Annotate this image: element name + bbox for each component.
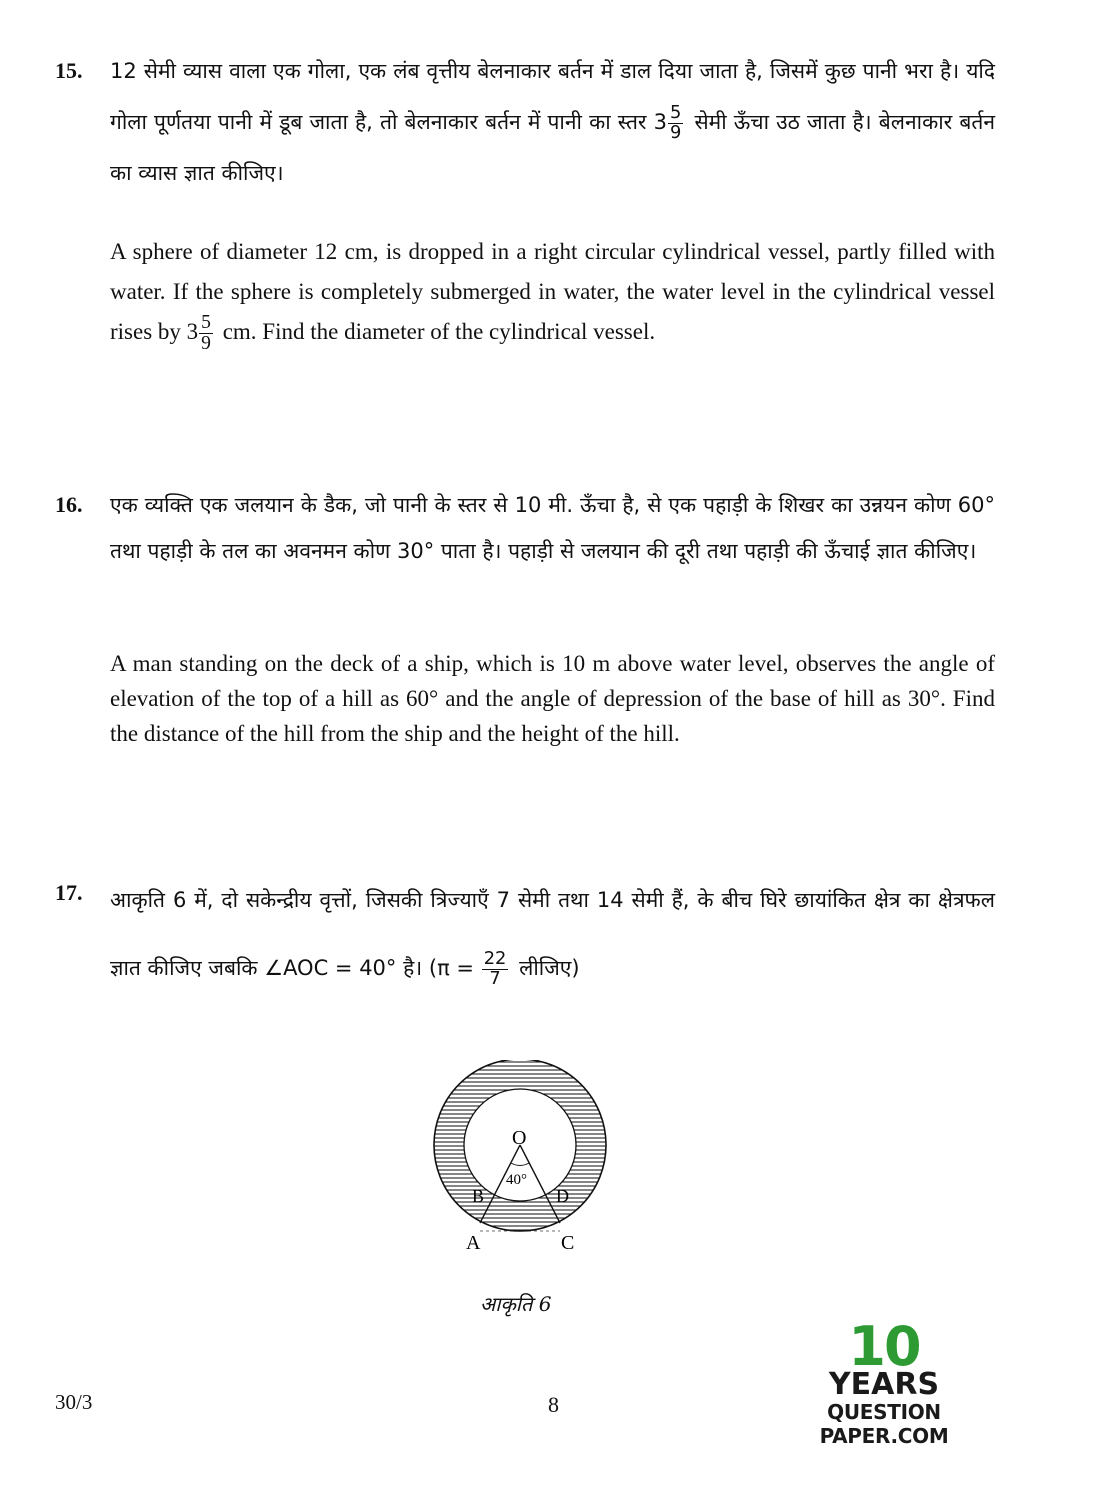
label-angle: 40° (506, 1172, 527, 1188)
question-number: 17. (55, 880, 83, 905)
paper-code: 30/3 (55, 1390, 93, 1414)
question-15-english: A sphere of diameter 12 cm, is dropped in a right circular cylindrical vessel, partly filled with water. If the sphere is completely submerged in water, the water level in the cylindrical vessel rises by 3 $\frac{5}{9}$ cm. Find the diameter of the cylindrical vessel. (110, 239, 995, 355)
label-c: C (561, 1232, 575, 1254)
logo-site: QUESTION PAPER.COM (819, 1400, 949, 1448)
label-b: B (472, 1186, 485, 1206)
figure-concentric-circles (420, 1060, 640, 1260)
question-16-hindi: एक व्यक्ति एक जलयान के डैक, जो पानी के स्तर से 10 मी. ऊँचा है, से एक पहाड़ी के शिखर का उन्नयन कोण 60° तथा पहाड़ी के तल का अवनमन कोण 30° पाता है। पहाड़ी से जलयान की दूरी तथा पहाड़ी की ऊँचाई ज्ञात कीजिए। (110, 493, 996, 563)
logo-number: 10 (848, 1315, 920, 1378)
question-17-hindi: आकृति 6 में, दो सकेन्द्रीय वृत्तों, जिसकी त्रिज्याएँ 7 सेमी तथा 14 सेमी हैं, के बीच घिरे छायांकित क्षेत्र का क्षेत्रफल ज्ञात कीजिए जबकि ∠AOC = 40° है। (π = $\frac{22}{7}$ लीजिए) (110, 888, 995, 989)
question-number: 16. (55, 492, 83, 517)
watermark-logo (764, 1315, 1004, 1448)
label-a: A (466, 1232, 481, 1254)
label-d: D (556, 1186, 569, 1206)
question-number: 15. (55, 58, 83, 83)
pi-fraction: $\frac{22}{7}$ (483, 947, 507, 989)
fraction: $\frac{5}{9}$ (669, 101, 682, 143)
question-15-hindi: 12 सेमी व्यास वाला एक गोला, एक लंब वृत्तीय बेलनाकार बर्तन में डाल दिया जाता है, जिसमें कुछ पानी भरा है। यदि गोला पूर्णतया पानी में डूब जाता है, तो बेलनाकार बर्तन में पानी का स्तर 3 $\frac{5}{9}$ सेमी ऊँचा उठ जाता है। बेलनाकार बर्तन का व्यास ज्ञात कीजिए। (110, 59, 995, 185)
logo-years: YEARS (828, 1367, 940, 1402)
label-o: O (512, 1127, 527, 1149)
question-16-english: A man standing on the deck of a ship, which is 10 m above water level, observes the angle of elevation of the top of a hill as 60° and the angle of depression of the base of hill as 30°. Find the distance of the hill from the ship and the height of the hill. (110, 651, 995, 746)
figure-caption: आकृति 6 (480, 1292, 552, 1316)
fraction: $\frac{5}{9}$ (201, 311, 211, 355)
page-number: 8 (548, 1392, 559, 1417)
